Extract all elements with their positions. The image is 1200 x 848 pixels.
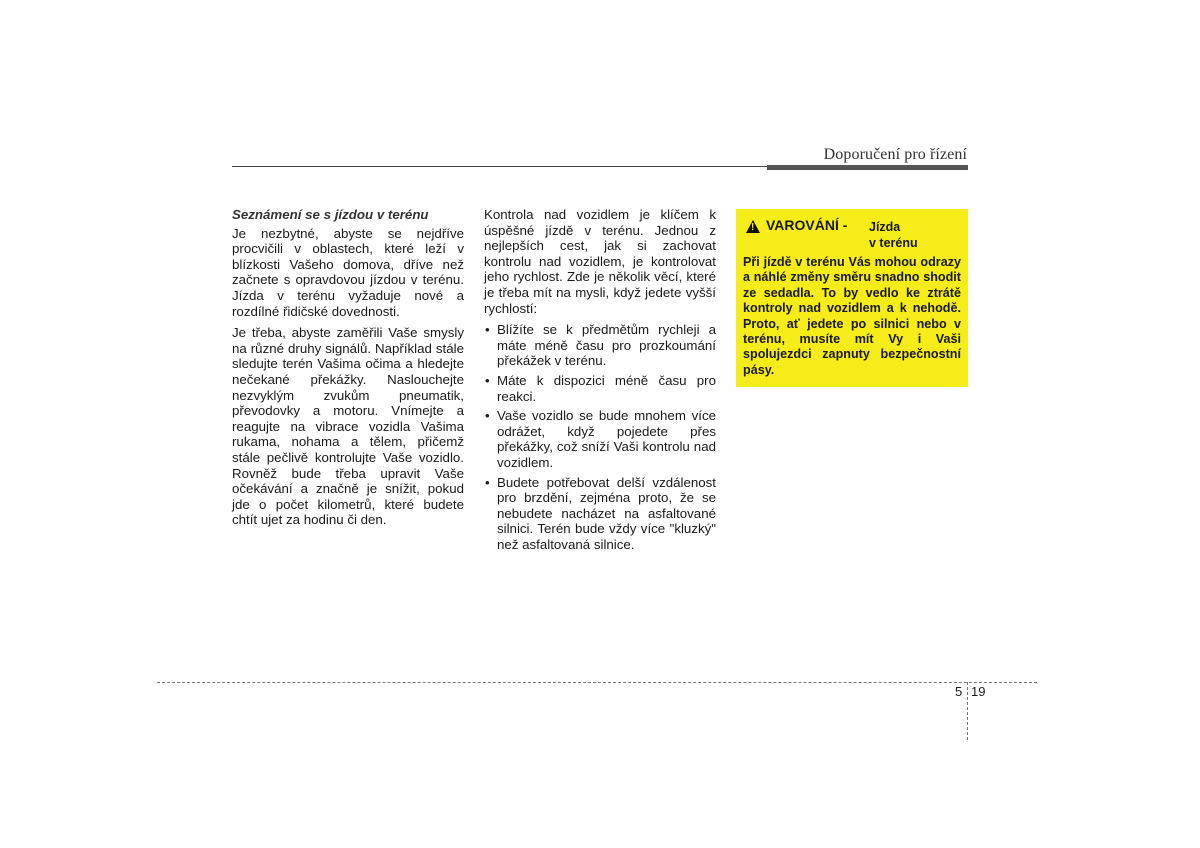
warning-subtitle-line2: v terénu [869,236,918,250]
header-rule [232,166,767,167]
footer-rule [157,682,1037,683]
warning-subtitle: Jízda [869,220,901,234]
chapter-number: 5 [955,684,963,699]
section-subheading: Seznámení se s jízdou v terénu [232,207,429,222]
page-header-title: Doporučení pro řízení [823,146,967,163]
warning-triangle-icon: ! [746,220,760,233]
warning-title: VAROVÁNÍ - [766,217,848,233]
list-item: • Budete potřebovat delší vzdálenost pro brzdění, zejména proto, že se nebudete nacházet na asfaltované silnici. Terén bude vždy více "kluzký" než asfaltovaná silnice. [484,475,716,553]
warning-body: Při jízdě v terénu Vás mohou odrazy a náhlé změny směru snadno shodit ze sedadla. To by vedlo ke ztrátě kontroly nad vozidlem a k nehodě. Proto, ať jedete po silnici nebo v terénu, musíte mít Vy i Vaši spolujezdci zapnuty bezpečnostní pásy. [743,255,961,377]
intro-paragraph: Kontrola nad vozidlem je klíčem k úspěšné jízdě v terénu. Jednou z nejlepších cest, jak si zachovat kontrolu nad vozidlem, je kontrolovat jeho rychlost. Zde je několik věcí, které je třeba mít na mysli, když jedete vyšší rychlostí: [484,207,716,316]
page-number: 19 [971,684,986,699]
list-item: • Blížíte se k předmětům rychleji a máte méně času pro prozkoumání překážek v terénu. [484,322,716,369]
header-accent-bar [767,165,968,170]
bullet-list [484,322,716,552]
middle-column [484,207,716,556]
warning-box [736,209,968,387]
list-item: • Máte k dispozici méně času pro reakci. [484,373,716,404]
paragraph: Je nezbytné, abyste se nejdříve procvičili v oblastech, které leží v blízkosti Vašeho domova, dříve než začnete s opravdovou jízdou v terénu. Jízda v terénu vyžaduje nové a rozdílné řidičské dovednosti. [232,225,464,319]
paragraph: Je třeba, abyste zaměřili Vaše smysly na různé druhy signálů. Například stále sledujte terén Vašima očima a hledejte nečekané překážky. Naslouchejte nezvyklým zvukům pneumatik, převodovky a motoru. Vnímejte a reagujte na vibrace vozidla Vašima rukama, nohama a tělem, přičemž stále pečlivě kontrolujte Vaše vozidlo. Rovněž bude třeba upravit Vaše očekávání a značně je snížit, pokud jde o počet kilometrů, které budete chtít ujet za hodinu či den. [232,325,464,528]
footer-divider [967,682,968,740]
left-column [232,207,464,534]
list-item: • Vaše vozidlo se bude mnohem více odrážet, když pojedete přes překážky, což sníží Vaši kontrolu nad vozidlem. [484,408,716,470]
